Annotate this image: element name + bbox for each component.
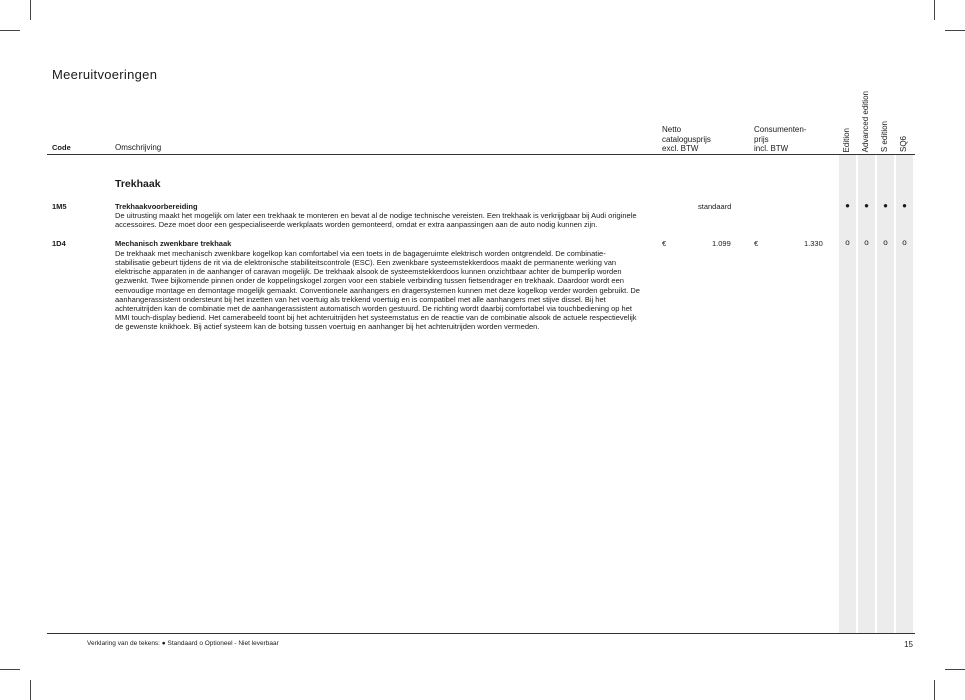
netto-price: 1.099 (712, 239, 731, 248)
footer-rule (47, 633, 915, 634)
crop-mark (0, 30, 20, 31)
availability-mark: ● (883, 201, 888, 210)
item-code: 1D4 (52, 239, 66, 248)
crop-mark (30, 0, 31, 20)
availability-mark: o (902, 238, 907, 247)
edition-column-shade (858, 154, 875, 633)
header-description: Omschrijving (115, 143, 162, 152)
header-consumer-line: prijs (754, 134, 769, 144)
header-netto-line: excl. BTW (662, 144, 699, 153)
edition-column-shade (896, 154, 913, 633)
item-title: Mechanisch zwenkbare trekhaak (115, 239, 232, 248)
availability-mark: o (864, 238, 869, 247)
header-edition: Edition (842, 127, 851, 152)
consumer-price: 1.330 (804, 239, 823, 248)
header-netto-line: catalogusprijs (662, 134, 711, 144)
availability-mark: ● (864, 201, 869, 210)
crop-mark (934, 0, 935, 20)
availability-mark: o (845, 238, 850, 247)
header-rule (47, 154, 915, 155)
standard-price-label: standaard (698, 202, 732, 211)
edition-column-shade (839, 154, 856, 633)
header-sq6: SQ6 (899, 135, 908, 152)
crop-mark (945, 30, 965, 31)
item-description: De uitrusting maakt het mogelijk om later een trekhaak te monteren en bevat al de nodige technische vereisten. Een trekhaak is verkrijgbaar bij Audi originele accessoires. Deze moet door een gespecialiseerde werkplaats worden gemonteerd, omdat er extra aanpassingen aan de auto nodig kunnen zijn. (115, 211, 637, 230)
page-title: Meeruitvoeringen (52, 67, 158, 82)
crop-mark (30, 680, 31, 700)
availability-mark: ● (902, 201, 907, 210)
availability-mark: ● (845, 201, 850, 210)
header-netto-line: Netto (662, 125, 682, 134)
header-consumer-line: Consumenten- (754, 125, 807, 134)
crop-mark (945, 669, 965, 670)
header-netto-price (662, 125, 742, 154)
currency-symbol: € (754, 239, 759, 248)
crop-mark (934, 680, 935, 700)
availability-mark: o (883, 238, 888, 247)
crop-mark (0, 669, 20, 670)
section-title: Trekhaak (115, 178, 161, 190)
edition-column-shade (877, 154, 894, 633)
item-code: 1M5 (52, 202, 67, 211)
currency-symbol: € (662, 239, 667, 248)
item-description: De trekhaak met mechanisch zwenkbare kogelkop kan comfortabel via een toets in de bagageruimte elektrisch worden ontgrendeld. De combinatie-stabilisatie gebeurt tijdens de rit via de elektronische stabiliteitscontrole (ESC). Een zwenkbare systeemstekkerdoos maakt de permanente werking van elektrische apparaten in de aanhanger of caravan mogelijk. De trekhaak alsook de systeemstekkerdoos kunnen onzichtbaar achter de bumperlip worden gezwenkt. Twee bijkomende pinnen onder de koppelingskogel zorgen voor een stabiele verbinding tussen fietsendrager en trekhaak. Daardoor wordt een eenvoudige montage en demontage mogelijk gemaakt. Conventionele aanhangers en dragersystemen kunnen met deze kogelkop verder worden gebruikt. De aanhangerassistent ondersteunt bij het inzetten van het voertuig als trekkend voertuig en is compatibel met alle aanhangers met stijve dissel. Bij het achteruitrijden kan de combinatie met de aanhangerassistent automatisch worden gestuurd. De richting wordt daarbij comfortabel via touchbediening op het MMI touch-display bediend. Het camerabeeld toont bij het achteruitrijden het systeemstatus en de reactie van de combinatie alsook de actuele respectievelijk de gewenste knikhoek. Bij actief systeem kan de botsing tussen voertuig en aanhanger bij het achteruitrijden worden vermeden. (115, 249, 640, 332)
legend: Verklaring van de tekens: ● Standaard o Optioneel - Niet leverbaar (87, 640, 279, 647)
header-advanced-edition: Advanced edition (861, 90, 870, 152)
header-s-edition: S edition (880, 120, 889, 152)
page-number: 15 (904, 640, 913, 649)
header-code: Code (52, 143, 71, 152)
header-consumer-price (754, 125, 834, 154)
header-consumer-line: incl. BTW (754, 144, 789, 153)
item-title: Trekhaakvoorbereiding (115, 202, 198, 211)
